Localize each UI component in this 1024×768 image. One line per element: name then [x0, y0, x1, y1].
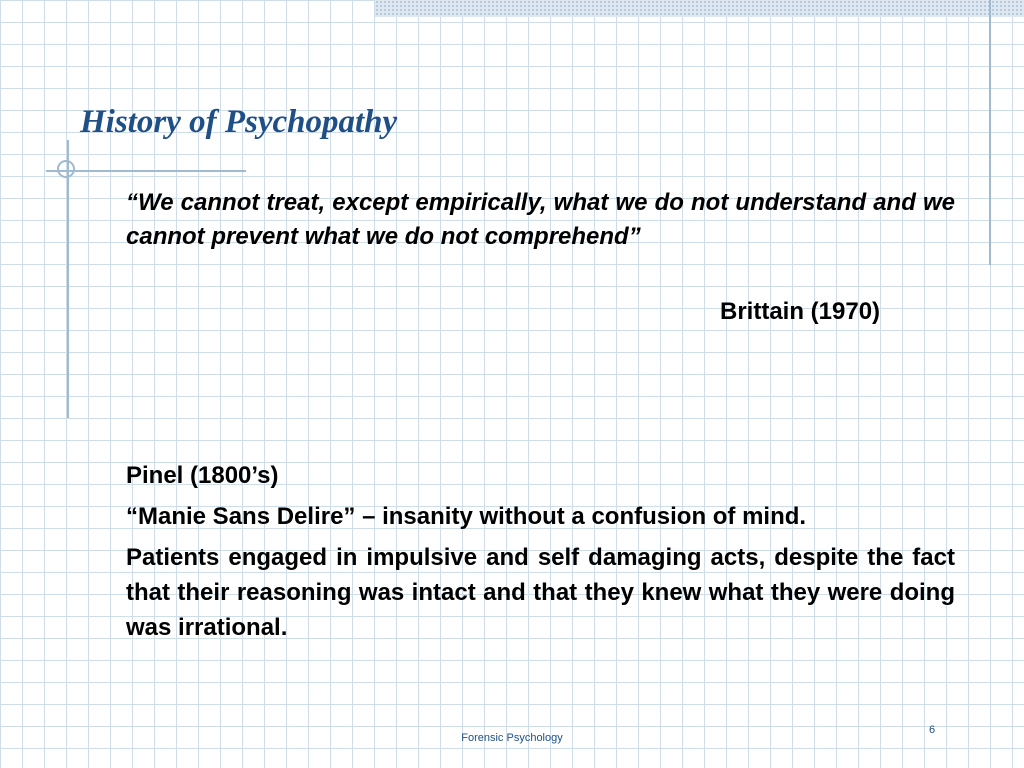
quote-attribution: Brittain (1970)	[720, 298, 881, 325]
page-number: 6	[929, 724, 936, 736]
slide-body	[126, 458, 955, 651]
paragraph-manie-sans-delire: “Manie Sans Delire” – insanity without a confusion of mind.	[126, 503, 807, 530]
quote-text: “We cannot treat, except empirically, what we do not understand and we cannot prevent what we do not comprehend”	[126, 189, 955, 250]
decorative-circle	[57, 160, 75, 178]
decorative-horizontal-line	[46, 170, 246, 172]
paragraph-patients: Patients engaged in impulsive and self damaging acts, despite the fact that their reasoning was intact and that they knew what they were doing was irrational.	[126, 544, 955, 641]
paragraph-pinel: Pinel (1800’s)	[126, 462, 279, 489]
decorative-top-band	[375, 0, 1024, 17]
footer-title: Forensic Psychology	[461, 732, 563, 744]
decorative-vertical-line-left	[67, 140, 69, 418]
slide-title: History of Psychopathy	[80, 104, 398, 140]
decorative-vertical-line-right	[989, 0, 991, 265]
